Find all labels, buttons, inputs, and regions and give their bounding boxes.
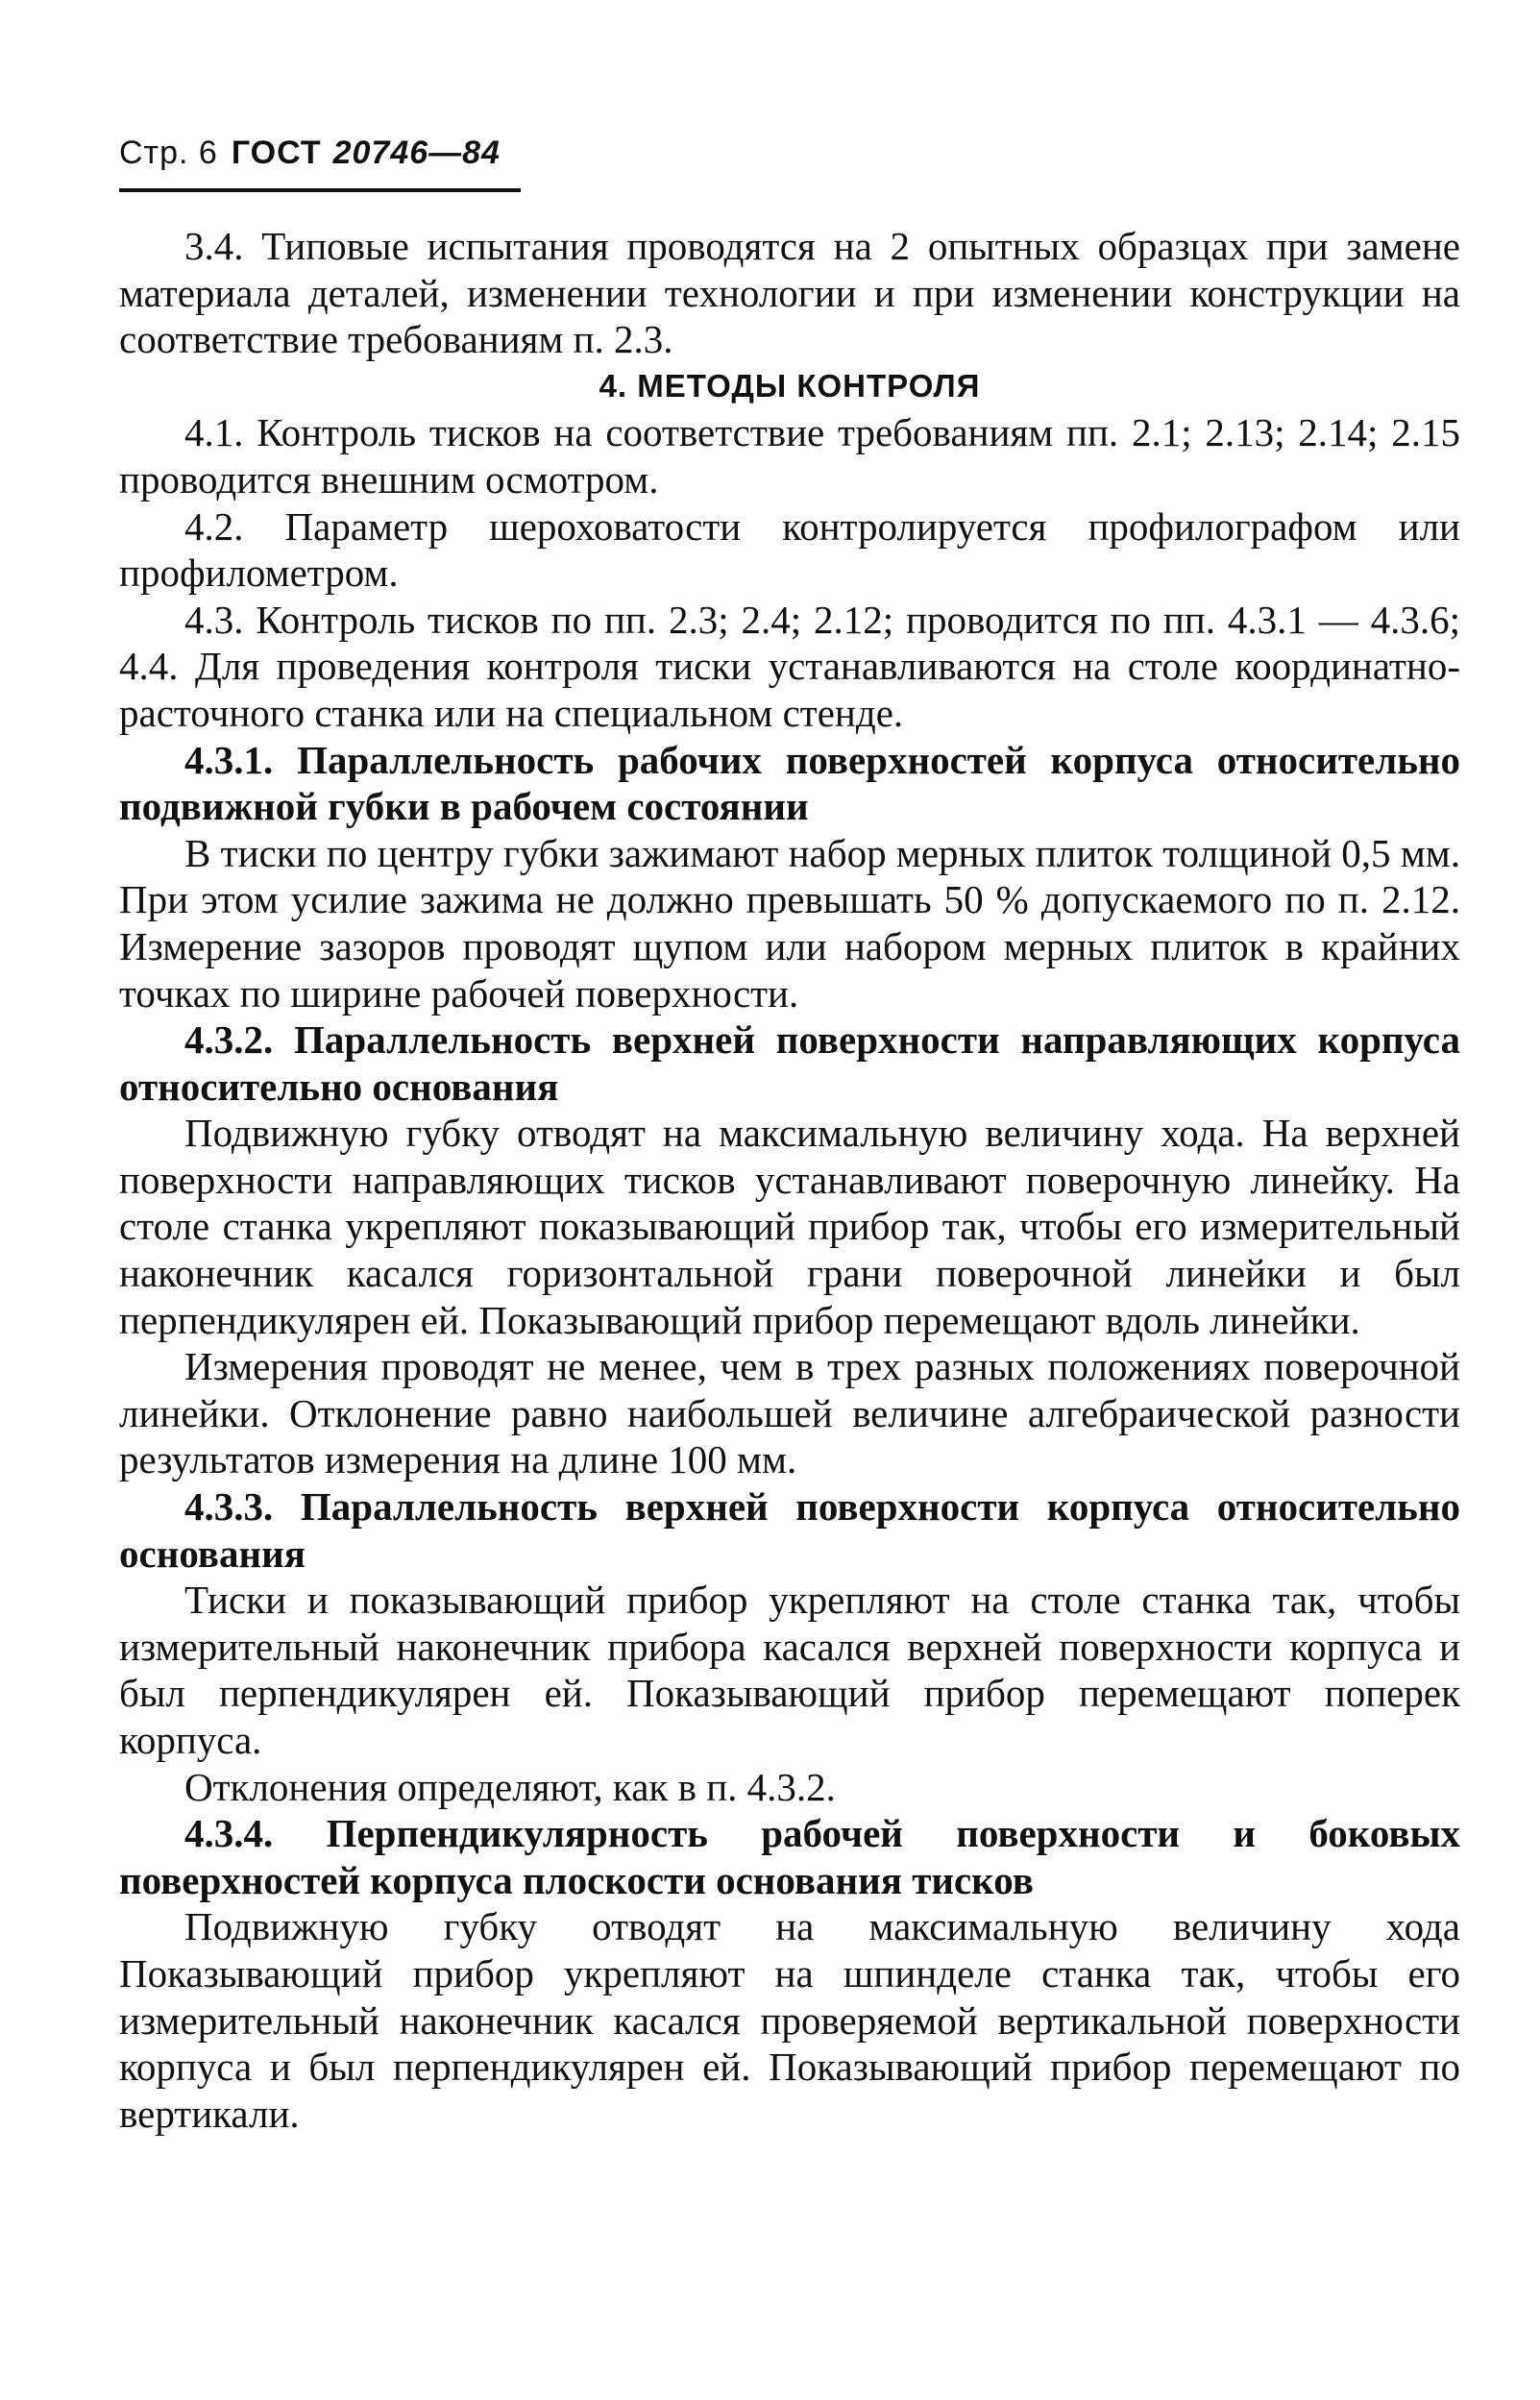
paragraph-4-2: 4.2. Параметр шероховатости контролируется профилографом или профилометром. xyxy=(119,503,1460,596)
section-title: 4. МЕТОДЫ КОНТРОЛЯ xyxy=(599,367,981,404)
standard-label: ГОСТ xyxy=(231,135,322,171)
paragraph-4-3: 4.3. Контроль тисков по пп. 2.3; 2.4; 2.12; проводится по пп. 4.3.1 — 4.3.6; 4.4. Для проведения контроля тиски устанавливаются на столе координатно-расточного станка или на специальном стенде. xyxy=(119,597,1460,735)
paragraph-3-4: 3.4. Типовые испытания проводятся на 2 опытных образцах при замене материала деталей, изменении технологии и при изменении конструкции на соответствие требованиям п. 2.3. xyxy=(119,224,1460,362)
standard-number: 20746—84 xyxy=(332,135,501,171)
subsection-heading-4-3-3: 4.3.3. Параллельность верхней поверхности корпуса относительно основания xyxy=(119,1484,1460,1576)
paragraph-4-3-2: Подвижную губку отводят на максимальную величину хода. На верхней поверхности направляющих тисков устанавливают поверочную линейку. На столе станка укрепляют показывающий прибор так, чтобы его измерительный наконечник касался горизонтальной грани поверочной линейки и был перпендикулярен ей. Показывающий прибор перемещают вдоль линейки. xyxy=(119,1111,1460,1342)
page-label: Стр. 6 xyxy=(119,135,218,171)
paragraph-4-3-3: Тиски и показывающий прибор укрепляют на столе станка так, чтобы измерительный наконечник прибора касался верхней поверхности корпуса и был перпендикулярен ей. Показывающий прибор перемещают поперек корпуса. xyxy=(119,1578,1460,1762)
paragraph-4-3-1: В тиски по центру губки зажимают набор мерных плиток толщиной 0,5 мм. При этом усилие зажима не должно превышать 50 % допускаемого по п. 2.12. Измерение зазоров проводят щупом или набором мерных плиток в крайних точках по ширине рабочей поверхности. xyxy=(119,830,1460,1016)
paragraph-4-3-3-deviation: Отклонения определяют, как в п. 4.3.2. xyxy=(184,1764,836,1809)
header-rule xyxy=(119,188,521,192)
subsection-heading-4-3-1: 4.3.1. Параллельность рабочих поверхностей корпуса относительно подвижной губки в рабочем состоянии xyxy=(119,737,1460,829)
paragraph-4-3-4: Подвижную губку отводят на максимальную величину хода Показывающий прибор укрепляют на шпинделе станка так, чтобы его измерительный наконечник касался проверяемой вертикальной поверхности корпуса и был перпендикулярен ей. Показывающий прибор перемещают по вертикали. xyxy=(119,1904,1460,2136)
paragraph-4-1: 4.1. Контроль тисков на соответствие требованиям пп. 2.1; 2.13; 2.14; 2.15 проводится внешним осмотром. xyxy=(119,410,1460,502)
subsection-heading-4-3-2: 4.3.2. Параллельность верхней поверхности направляющих корпуса относительно основания xyxy=(119,1017,1460,1109)
paragraph-4-3-2-measurement: Измерения проводят не менее, чем в трех разных положениях поверочной линейки. Отклонение равно наибольшей величине алгебраической разности результатов измерения на длине 100 мм. xyxy=(119,1344,1460,1482)
page-header xyxy=(119,135,501,172)
document-body xyxy=(119,223,1460,2137)
subsection-heading-4-3-4: 4.3.4. Перпендикулярность рабочей поверхности и боковых поверхностей корпуса плоскости основания тисков xyxy=(119,1811,1460,1902)
